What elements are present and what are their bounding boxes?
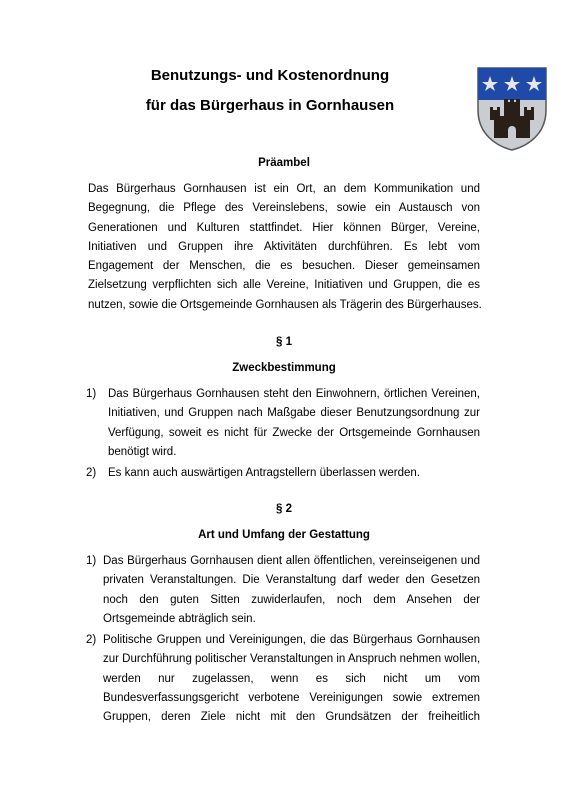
item-line: Initiativen, und Gruppen nach Maßgabe dieser Benutzungsordnung zur — [108, 407, 480, 420]
item-line: benötigt wird. — [108, 445, 177, 458]
preamble-line: Engagement der Menschen, die es besuchen. Dieser gemeinsamen — [88, 260, 480, 273]
section-1-heading: Zweckbestimmung — [232, 362, 336, 374]
item-line: Politische Gruppen und Vereinigungen, die das Bürgerhaus Gornhausen — [103, 634, 480, 646]
item-line: privaten Veranstaltungen. Die Veranstaltung darf weder den Gesetzen — [103, 574, 480, 587]
preamble-line: Begegnung, die Pflege des Vereinslebens, sowie ein Austausch von — [88, 202, 480, 215]
item-number: 1) — [86, 555, 97, 567]
item-line: werden nur zugelassen, wenn es sich nicht um vom — [103, 672, 480, 685]
item-line: zur Durchführung politischer Veranstaltungen in Anspruch nehmen wollen, — [103, 653, 481, 666]
item-number: 2) — [86, 467, 97, 479]
preamble-paragraph — [88, 180, 480, 315]
item-number: 1) — [86, 388, 97, 400]
preamble-line: Initiativen und Gruppen ihre Aktivitäten durchführen. Es lebt vom — [88, 240, 480, 253]
item-line: Verfügung, soweit es nicht für Zwecke der Ortsgemeinde Gornhausen — [108, 426, 480, 439]
item-line: Ortsgemeinde abträglich sein. — [103, 612, 256, 625]
coat-of-arms-icon — [476, 66, 548, 152]
item-line: Bundesverfassungsgericht verbotene Vereinigungen sowie extremen — [103, 691, 480, 704]
preamble-line: Zielsetzung verpflichten sich alle Vereine, Initiativen und Gruppen, die es — [88, 279, 480, 292]
item-line: Es kann auch auswärtigen Antragstellern überlassen werden. — [108, 467, 420, 479]
preamble-line: Das Bürgerhaus Gornhausen ist ein Ort, an dem Kommunikation und — [88, 183, 480, 195]
item-line: Das Bürgerhaus Gornhausen steht den Einwohnern, örtlichen Vereinen, — [108, 388, 480, 400]
preamble-line: Generationen und Kulturen stattfindet. Hier können Bürger, Vereine, — [88, 221, 480, 234]
document-title-line-1: Benutzungs- und Kostenordnung — [150, 67, 390, 84]
item-number: 2) — [86, 634, 97, 646]
preamble-line: nutzen, sowie die Ortsgemeinde Gornhausen als Trägerin des Bürgerhauses. — [88, 298, 482, 311]
preamble-heading: Präambel — [258, 157, 310, 169]
item-line: noch den guten Sitten zuwiderlaufen, noch dem Ansehen der — [103, 593, 480, 606]
section-2-number: § 2 — [276, 503, 292, 515]
section-1-number: § 1 — [276, 336, 292, 348]
item-line: Gruppen, deren Ziele nicht mit den Grundsätzen der freiheitlich — [103, 711, 480, 724]
document-title-line-2: für das Bürgerhaus in Gornhausen — [145, 97, 395, 114]
item-line: Das Bürgerhaus Gornhausen dient allen öffentlichen, vereinseigenen und — [103, 555, 480, 567]
section-2-heading: Art und Umfang der Gestattung — [198, 529, 370, 541]
